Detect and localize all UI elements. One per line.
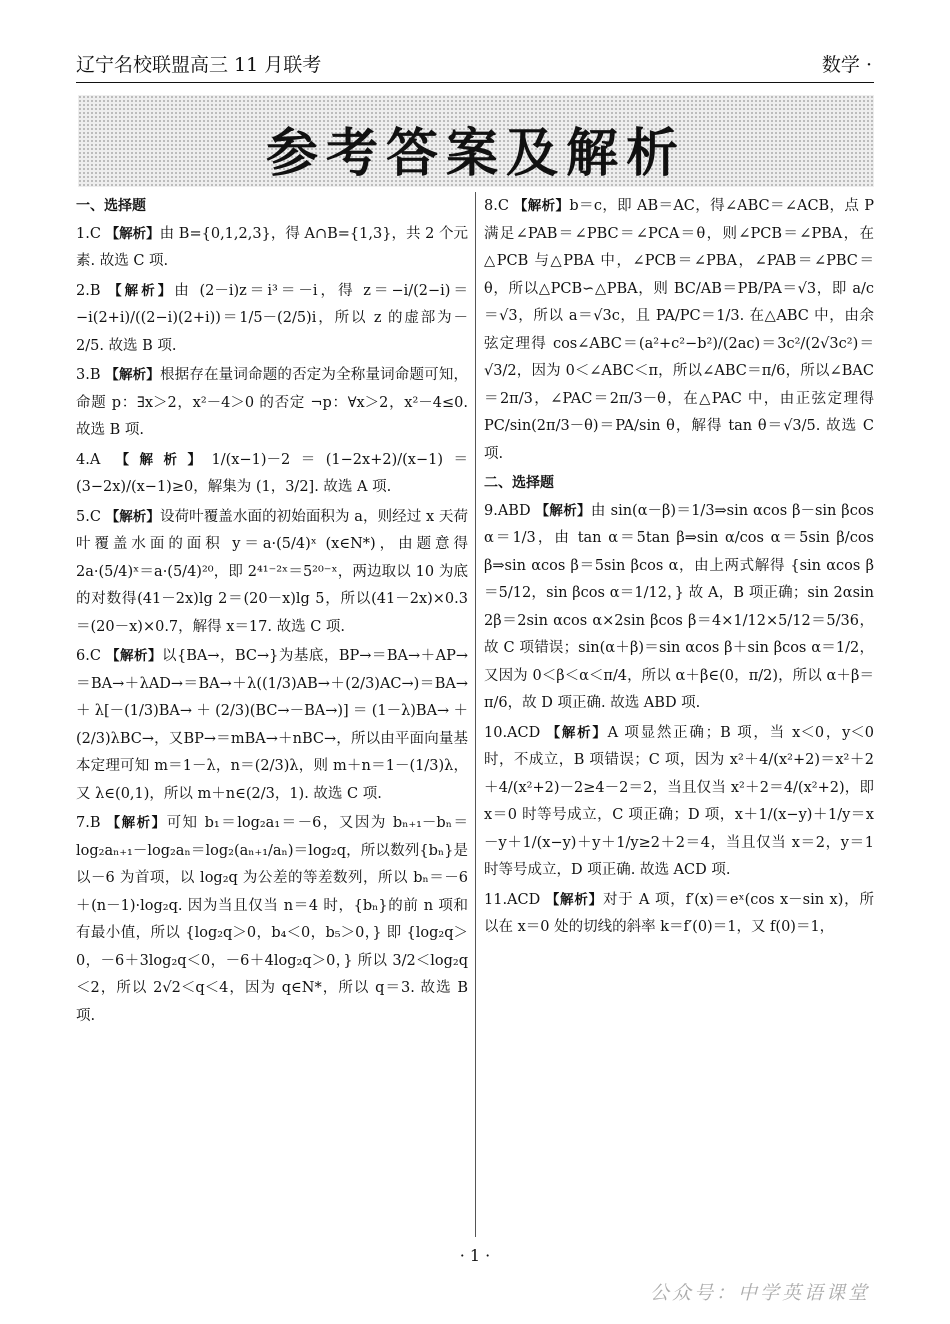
- answer-text: 可知 b₁＝log₂a₁＝－6，又因为 bₙ₊₁－bₙ＝log₂aₙ₊₁－log₂aₙ＝log₂(aₙ₊₁/aₙ)＝log₂q，所以数列{bₙ}是以－6 为首项，以 log₂q 为公差的等差数列，所以 bₙ＝－6＋(n－1)·log₂q. 因为当且仅当 n＝4 时，{bₙ}的前 n 项和有最小值，所以 {log₂q＞0，b₄＜0，b₅＞0，} 即 {log₂q＞0，－6＋3log₂q＜0，－6＋4log₂q＞0，} 所以 3/2＜log₂q＜2，所以 2√2＜q＜4，因为 q∈N*，所以 q＝3. 故选 B 项.: [76, 815, 468, 1024]
- header-rule: [76, 82, 874, 83]
- answer-number: 11.ACD: [484, 891, 546, 908]
- answer-item: [76, 504, 468, 642]
- section-title-multiple-choice: 二、选择题: [484, 475, 554, 491]
- page-number: · 1 ·: [459, 1246, 491, 1265]
- answer-item: [76, 810, 468, 1030]
- answer-item: [76, 447, 468, 502]
- answer-text: 对于 A 项，f′(x)＝eˣ(cos x－sin x)，所以在 x＝0 处的切线的斜率 k＝f′(0)＝1，又 f(0)＝1，: [484, 891, 874, 935]
- section-title-choice: 一、选择题: [76, 198, 146, 214]
- answer-item: [76, 643, 468, 808]
- answer-number: 2.B: [76, 282, 109, 299]
- answer-text: b＝c，即 AB＝AC，得∠ABC＝∠ACB，点 P 满足∠PAB＝∠PBC＝∠PCA＝θ，则∠PCB＝∠PBA，在△PCB 与△PBA 中，∠PCB＝∠PBA，∠PAB＝∠PBC＝θ，所以△PCB∽△PBA，则 BC/AB＝PB/PA＝√3，即 a/c＝√3，所以 a＝√3c，且 PA/PC＝1/3. 在△ABC 中，由余弦定理得 cos∠ABC＝(a²+c²−b²)/(2ac)＝3c²/(2√3c²)＝√3/2，因为 0＜∠ABC＜π，所以∠ABC＝π/6，所以∠BAC＝2π/3，∠PAC＝2π/3－θ，在△PAC 中，由正弦定理得 PC/sin(2π/3－θ)＝PA/sin θ，解得 tan θ＝√3/5. 故选 C 项.: [484, 198, 874, 462]
- answer-number: 4.A: [76, 451, 116, 468]
- answer-text: 1/(x−1)－2＝(1−2x+2)/(x−1)＝(3−2x)/(x−1)≥0，解集为 (1，3/2]. 故选 A 项.: [76, 451, 468, 495]
- header-title: 辽宁名校联盟高三 11 月联考: [76, 54, 322, 76]
- answer-text: 由 sin(α－β)＝1/3⇒sin αcos β－sin βcos α＝1/3，由 tan α＝5tan β⇒sin α/cos α＝5sin β/cos β⇒sin αcos β＝5sin βcos α，由上两式解得 {sin αcos β＝5/12，sin βcos α＝1/12，} 故 A，B 项正确；sin 2αsin 2β＝2sin αcos α×2sin βcos β＝4×1/12×5/12＝5/36，故 C 项错误；sin(α＋β)＝sin αcos β＋sin βcos α＝1/2，又因为 0＜β＜α＜π/4，所以 α＋β∈(0，π/2)，所以 α＋β＝π/6，故 D 项正确. 故选 ABD 项.: [484, 502, 874, 711]
- answer-item: [76, 362, 468, 445]
- watermark: 公众号：中学英语课堂: [649, 1282, 870, 1304]
- column-divider: [475, 192, 476, 1237]
- answer-item: [484, 720, 874, 885]
- answer-number: 10.ACD: [484, 724, 547, 741]
- right-answer-list-a: [484, 193, 874, 468]
- left-column: [76, 193, 468, 1032]
- answer-text: 设荷叶覆盖水面的初始面积为 a，则经过 x 天荷叶覆盖水面的面积 y＝a·(5/4)ˣ (x∈N*)，由题意得 2a·(5/4)ˣ＝a·(5/4)²⁰，即 2⁴¹⁻²ˣ＝5²⁰⁻ˣ，两边取以 10 为底的对数得(41－2x)lg 2＝(20－x)lg 5，所以(41－2x)×0.3＝(20－x)×0.7，解得 x＝17. 故选 C 项.: [76, 508, 468, 635]
- answer-item: [484, 498, 874, 718]
- answer-number: 9.ABD: [484, 502, 536, 519]
- analysis-tag: 【解析】: [105, 367, 160, 383]
- answer-item: [484, 887, 874, 942]
- answer-item: [484, 193, 874, 468]
- analysis-tag: 【解析】: [106, 648, 162, 664]
- analysis-tag: 【解析】: [105, 508, 160, 525]
- analysis-tag: 【解析】: [513, 198, 570, 214]
- left-answer-list: [76, 221, 468, 1031]
- analysis-tag: 【解析】: [545, 891, 603, 908]
- answer-item: [76, 221, 468, 276]
- answer-text: 由 B={0,1,2,3}，得 A∩B={1,3}，共 2 个元素. 故选 C 项.: [76, 225, 468, 269]
- answer-number: 5.C: [76, 508, 106, 525]
- answer-text: 根据存在量词命题的否定为全称量词命题可知，命题 p：∃x＞2，x²－4＞0 的否定 ¬p：∀x＞2，x²－4≤0. 故选 B 项.: [76, 367, 468, 438]
- title-banner: [78, 95, 874, 187]
- analysis-tag: 【解析】: [535, 502, 591, 519]
- right-column: [484, 193, 874, 944]
- answer-text: 以{BA→，BC→}为基底，BP→＝BA→＋AP→＝BA→＋λAD→＝BA→＋λ((1/3)AB→＋(2/3)AC→)＝BA→＋λ[－(1/3)BA→＋(2/3)(BC→－BA→)]＝(1－λ)BA→＋(2/3)λBC→，又BP→＝mBA→＋nBC→，所以由平面向量基本定理可知 m＝1－λ，n＝(2/3)λ，则 m＋n＝1－(1/3)λ，又 λ∈(0,1)，所以 m＋n∈(2/3，1). 故选 C 项.: [76, 648, 468, 802]
- answer-number: 6.C: [76, 648, 107, 664]
- answer-text: 由 (2－i)z＝i³＝－i，得 z＝−i/(2−i)＝−i(2+i)/((2−i)(2+i))＝1/5－(2/5)i，所以 z 的虚部为－2/5. 故选 B 项.: [76, 282, 468, 354]
- analysis-tag: 【解析】: [106, 815, 167, 831]
- answer-item: [76, 278, 468, 361]
- answer-text: A 项显然正确；B 项，当 x＜0，y＜0 时，不成立，B 项错误；C 项，因为 x²＋4/(x²+2)＝x²＋2＋4/(x²+2)－2≥4－2＝2，当且仅当 x²＋2＝4/(x²+2)，即 x＝0 时等号成立，C 项正确；D 项，x＋1/(x−y)＋1/y＝x－y＋1/(x−y)＋y＋1/y≥2＋2＝4，当且仅当 x＝2，y＝1 时等号成立，D 项正确. 故选 ACD 项.: [484, 724, 874, 878]
- answer-number: 1.C: [76, 225, 106, 242]
- analysis-tag: 【解析】: [546, 724, 608, 741]
- analysis-tag: 【解析】: [105, 225, 160, 242]
- analysis-tag: 【解析】: [108, 282, 175, 299]
- analysis-tag: 【解析】: [115, 451, 212, 468]
- answer-number: 7.B: [76, 815, 107, 831]
- answer-number: 8.C: [484, 198, 514, 214]
- banner-title: 参考答案及解析: [265, 124, 686, 184]
- right-answer-list-b: [484, 498, 874, 942]
- header-subject: 数学 ·: [821, 54, 872, 76]
- answer-number: 3.B: [76, 367, 106, 383]
